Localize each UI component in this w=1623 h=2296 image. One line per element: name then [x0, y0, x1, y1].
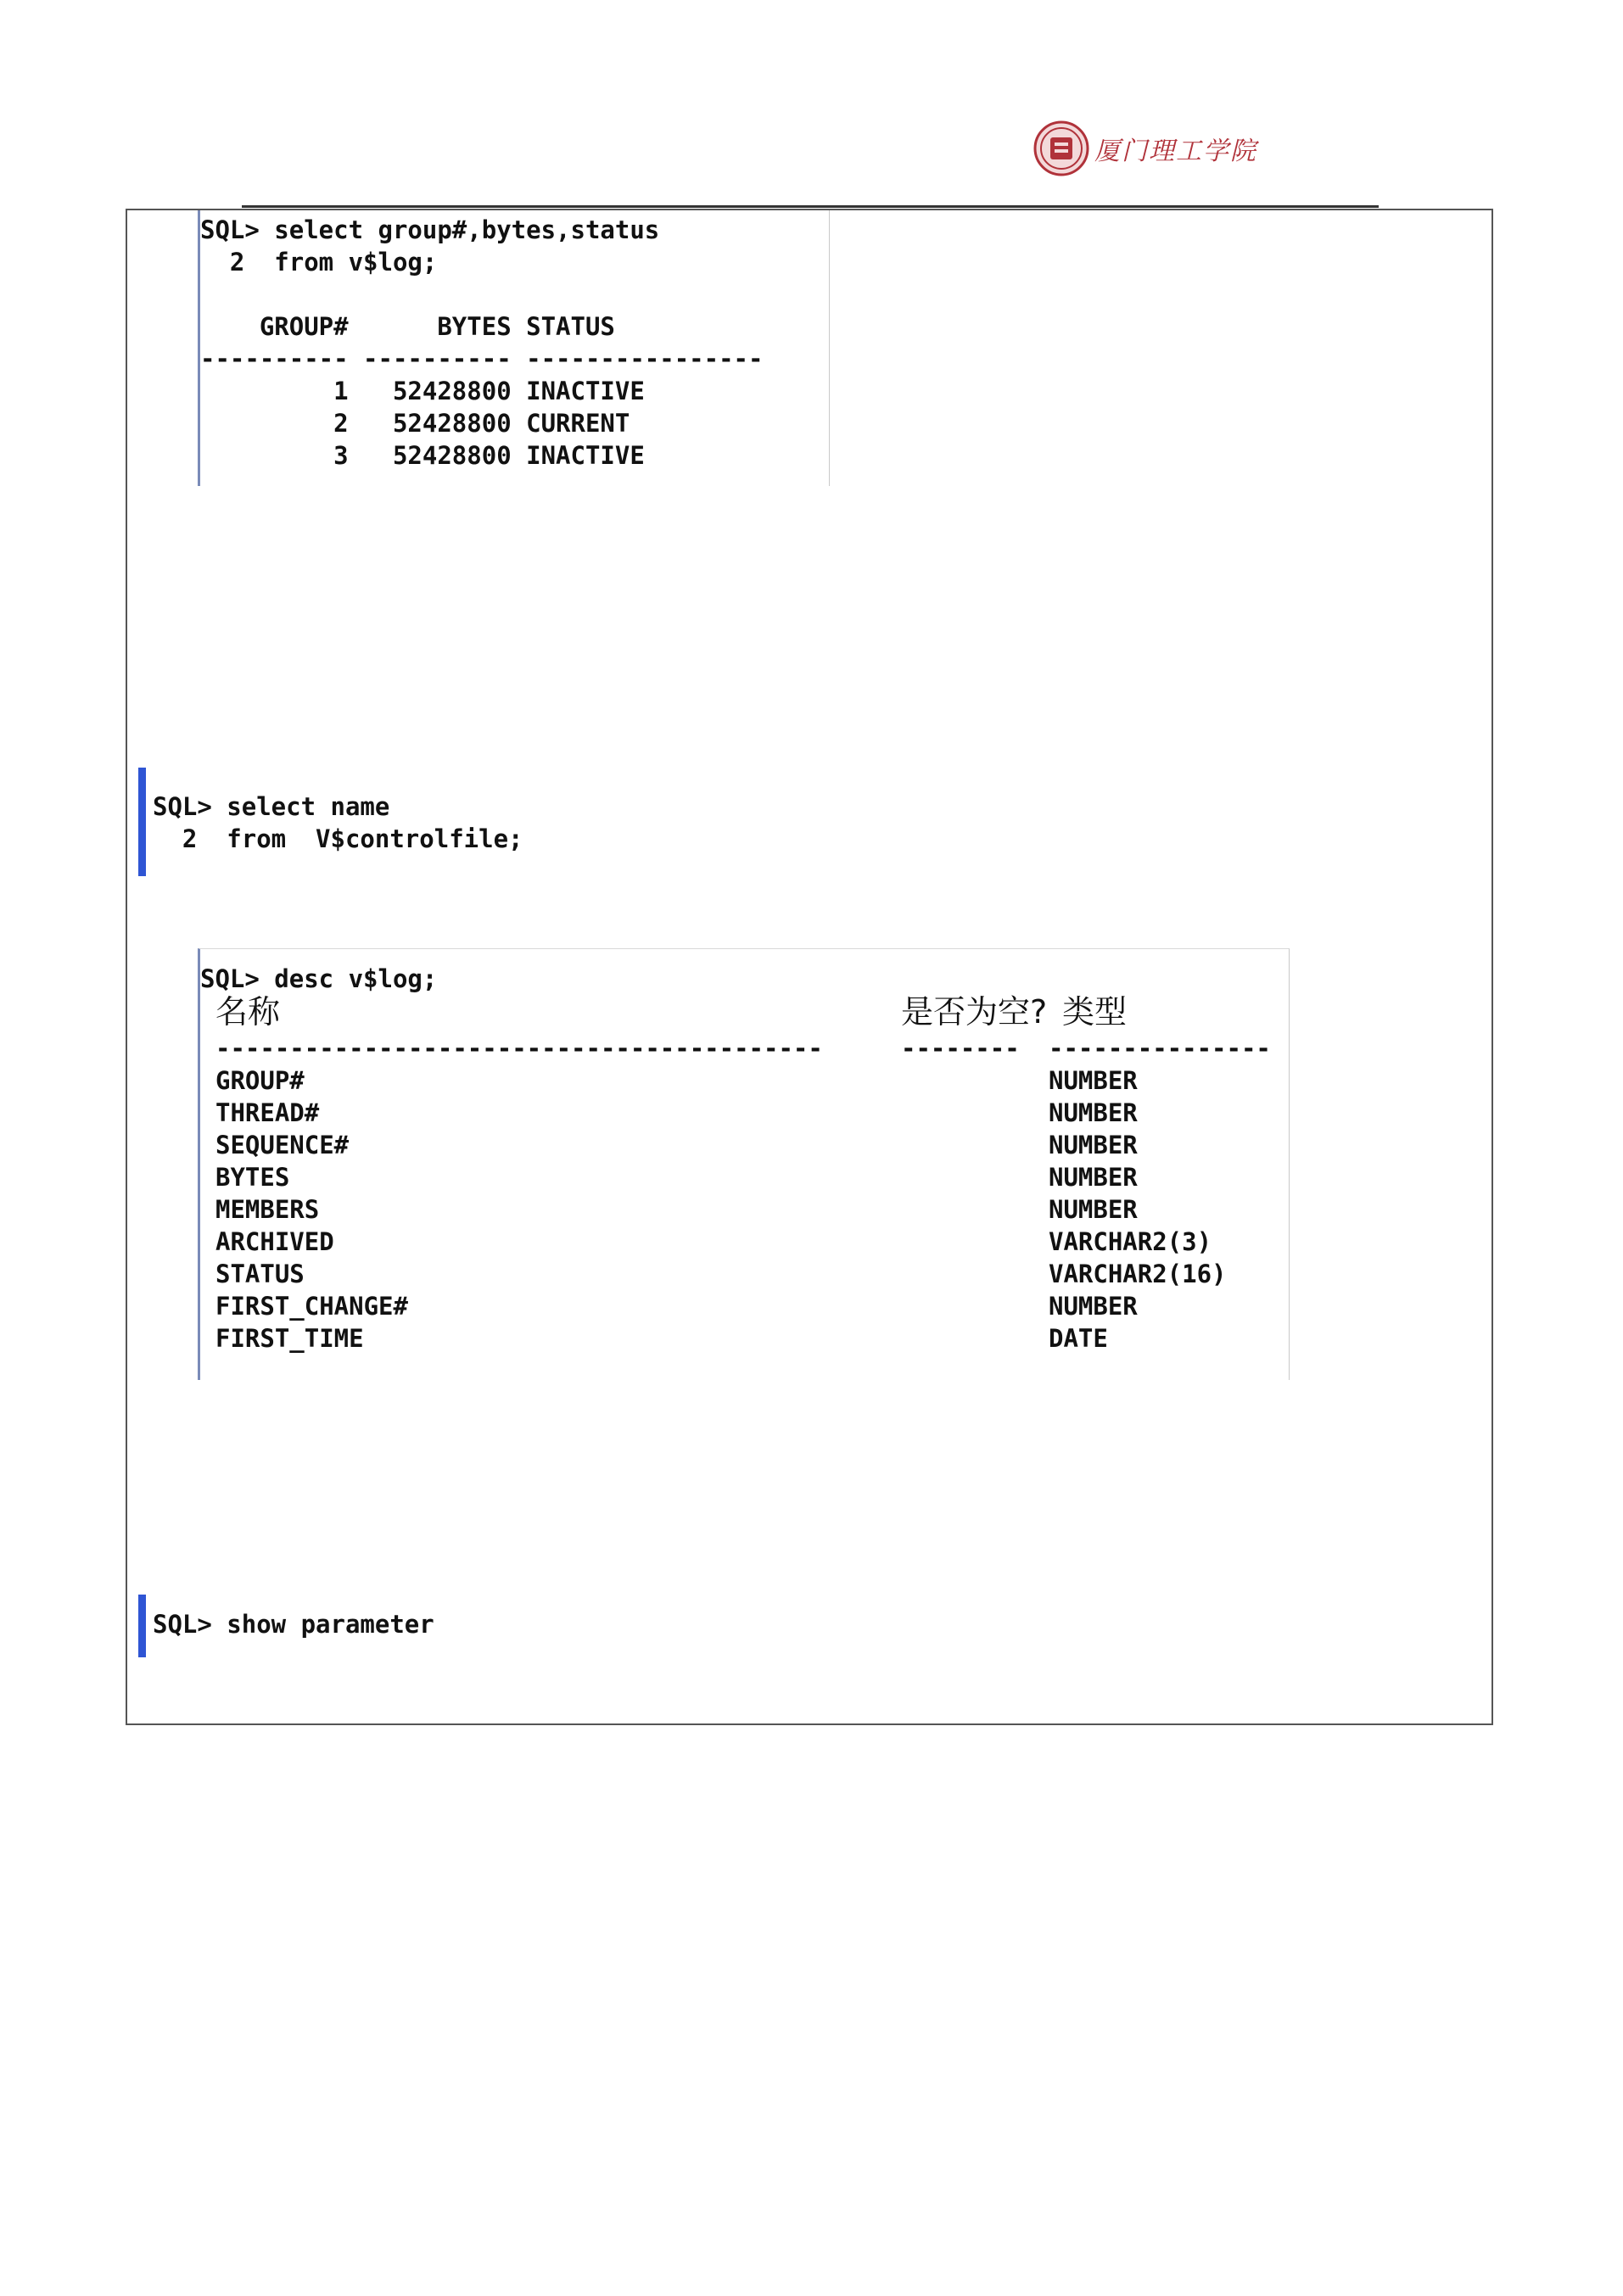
column-name: GROUP# [215, 1066, 305, 1095]
column-name: STATUS [215, 1260, 305, 1288]
log-query-row: 3 52428800 INACTIVE [200, 441, 645, 470]
desc-command: SQL> desc v$log; [200, 964, 438, 993]
log-query-header: GROUP# BYTES STATUS [200, 312, 615, 341]
log-query-row: 2 52428800 CURRENT [200, 409, 630, 438]
column-name: FIRST_CHANGE# [215, 1292, 408, 1321]
separator-name: ----------------------------------------- [215, 1034, 823, 1063]
desc-log-screenshot [198, 948, 1290, 1380]
column-name: ARCHIVED [215, 1227, 334, 1256]
controlfile-query-line: 2 from V$controlfile; [153, 824, 523, 853]
log-query-line: 2 from v$log; [200, 248, 438, 277]
header-rule [242, 205, 1379, 208]
column-name: FIRST_TIME [215, 1324, 364, 1353]
school-name-signature: 厦门理工学院 [1094, 137, 1257, 166]
column-type: VARCHAR2(16) [1049, 1260, 1227, 1288]
column-header-nullable: 是否为空? [901, 993, 1048, 1031]
column-type: NUMBER [1049, 1066, 1138, 1095]
log-query-line: SQL> select group#,bytes,status [200, 215, 660, 244]
column-name: BYTES [215, 1163, 290, 1192]
controlfile-query-line: SQL> select name [153, 792, 390, 821]
controlfile-query-screenshot [138, 768, 587, 876]
column-type: NUMBER [1049, 1292, 1138, 1321]
show-parameter-line: SQL> show parameter [153, 1610, 434, 1639]
log-query-separator: ---------- ---------- ---------------- [200, 344, 764, 373]
log-query-row: 1 52428800 INACTIVE [200, 377, 645, 405]
column-name: MEMBERS [215, 1195, 320, 1224]
show-parameter-screenshot [138, 1595, 502, 1657]
school-logo [1033, 117, 1257, 180]
column-type: DATE [1049, 1324, 1108, 1353]
separator-type: --------------- [1049, 1034, 1271, 1063]
column-type: NUMBER [1049, 1098, 1138, 1127]
column-name: THREAD# [215, 1098, 320, 1127]
column-name: SEQUENCE# [215, 1131, 350, 1159]
column-type: NUMBER [1049, 1163, 1138, 1192]
column-type: NUMBER [1049, 1131, 1138, 1159]
column-type: NUMBER [1049, 1195, 1138, 1224]
column-header-name: 名称 [215, 993, 281, 1031]
separator-nullable: -------- [901, 1034, 1020, 1063]
school-seal-icon [1033, 120, 1089, 176]
column-header-type: 类型 [1062, 993, 1128, 1031]
log-query-screenshot [198, 210, 830, 486]
column-type: VARCHAR2(3) [1049, 1227, 1212, 1256]
